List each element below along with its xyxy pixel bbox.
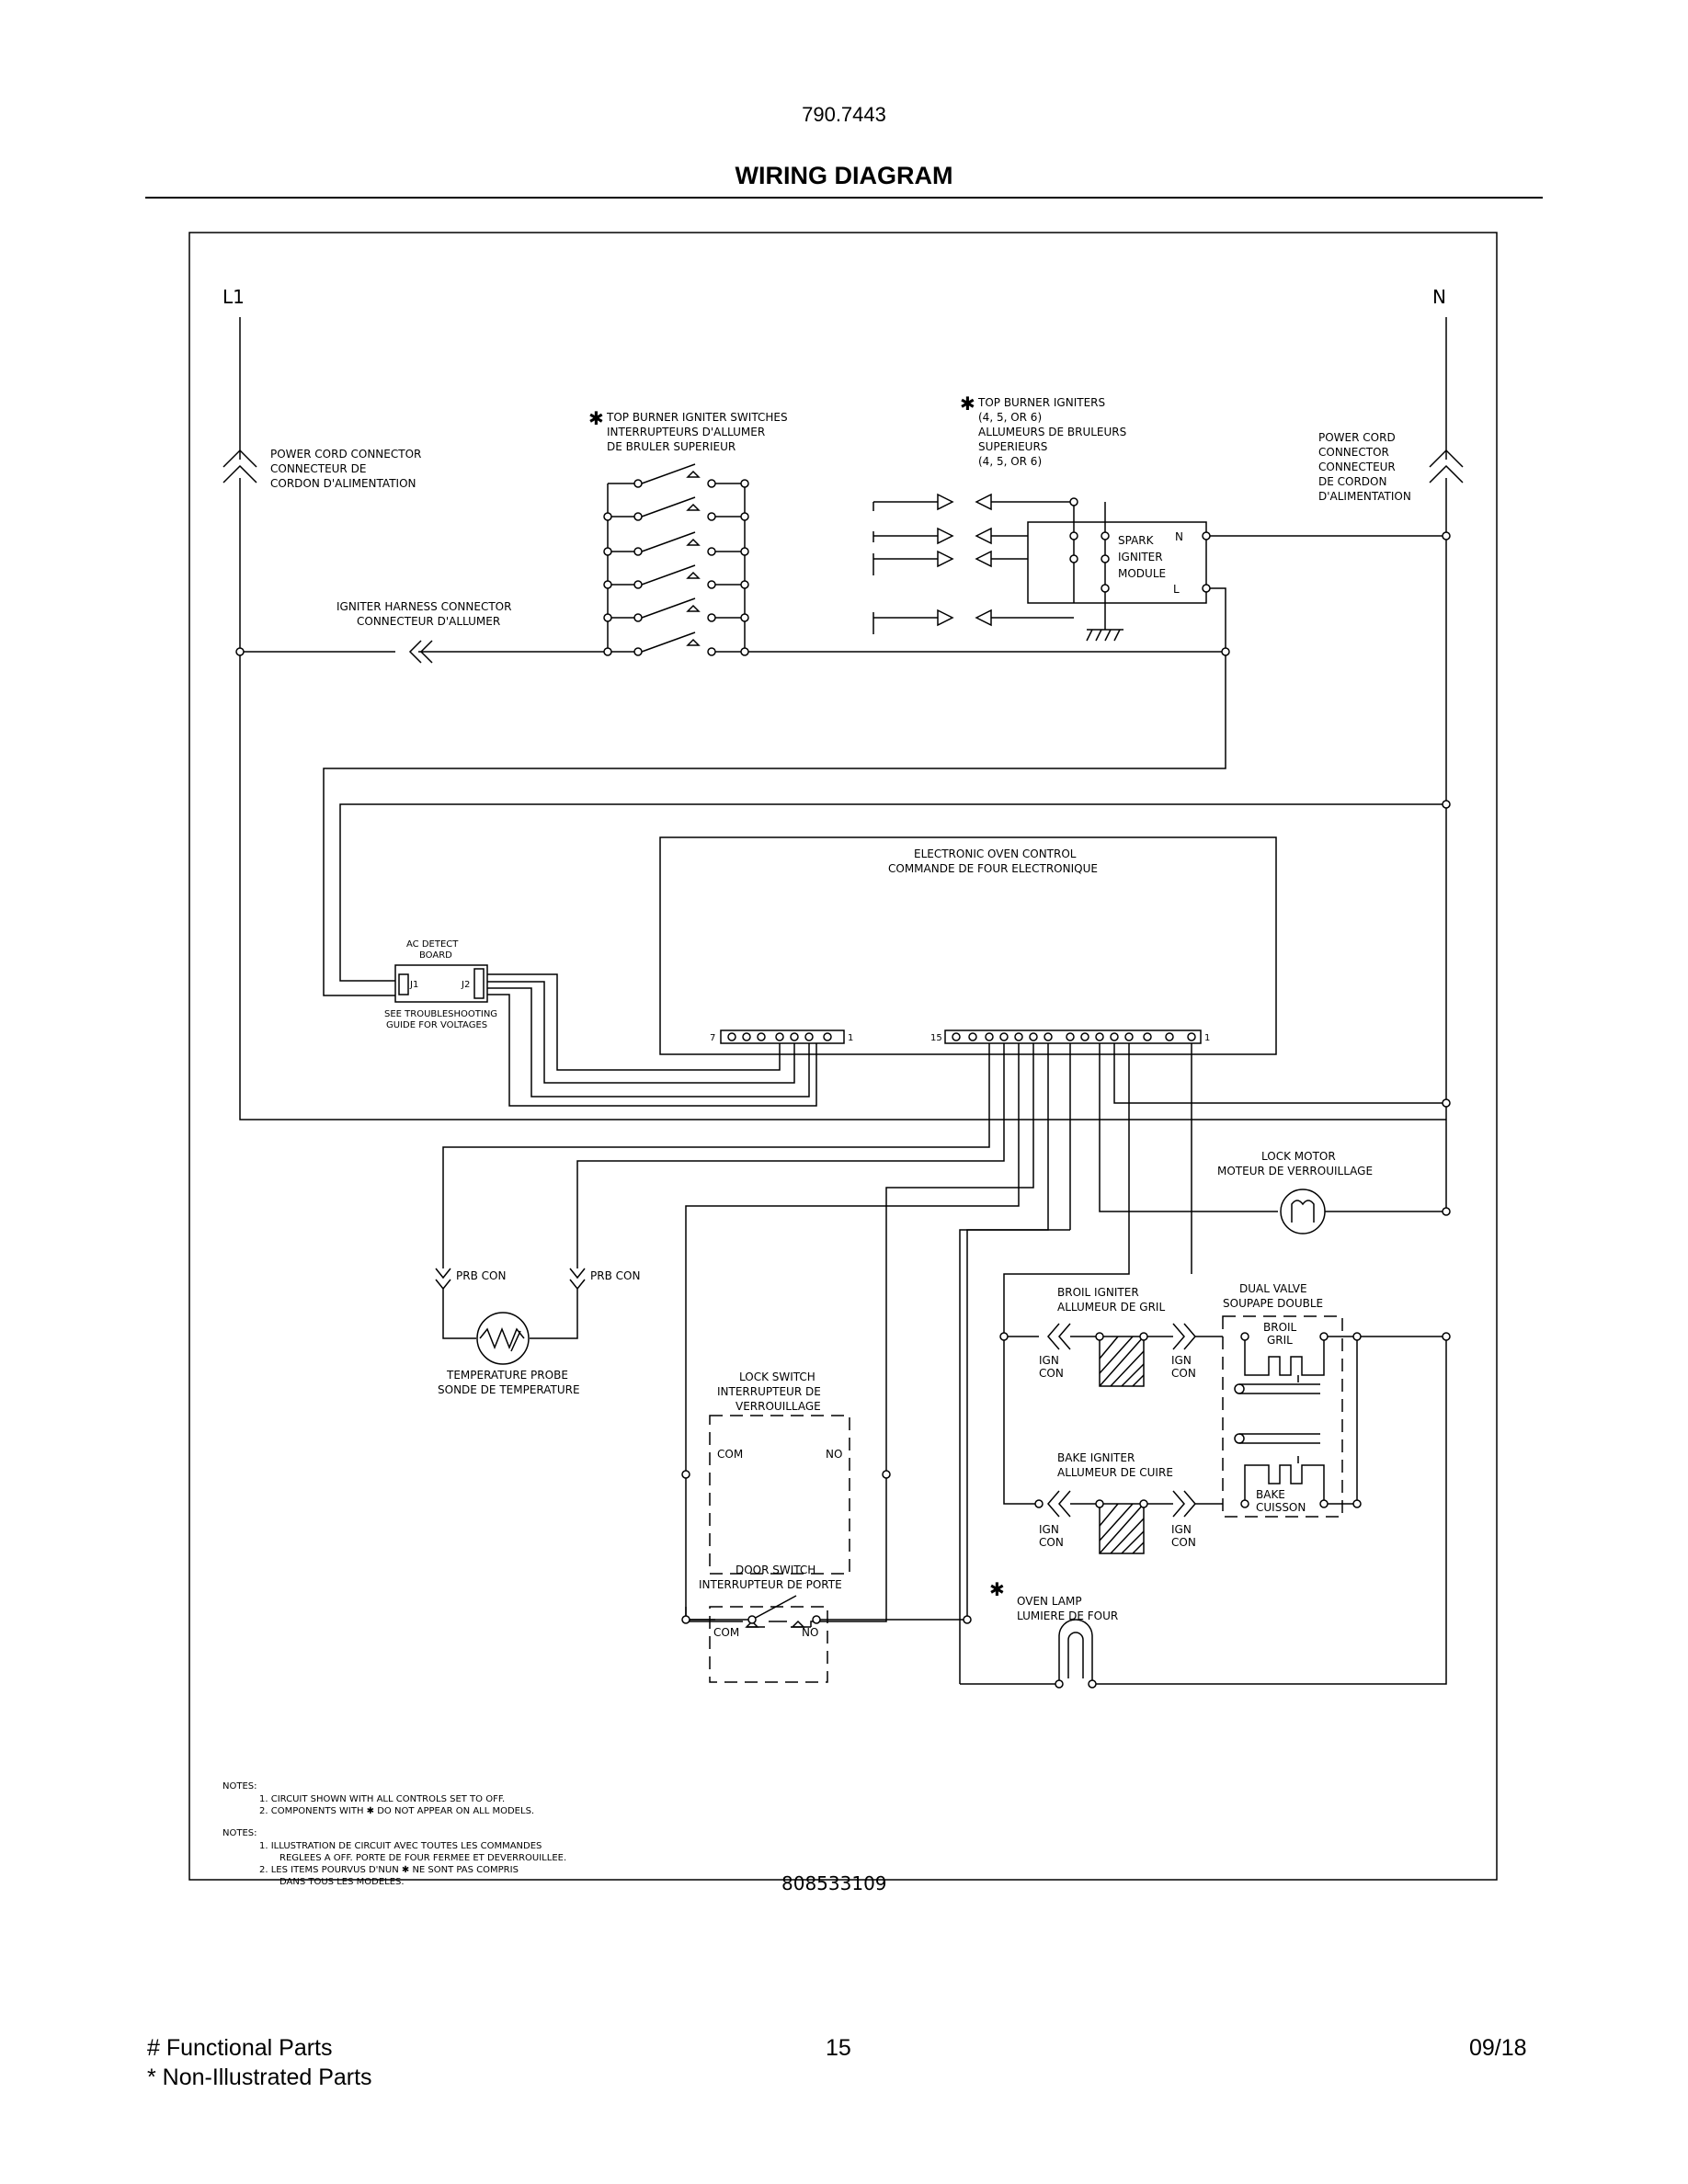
igniters-line2: (4, 5, OR 6) [978,411,1043,424]
broil-gril-line2: GRIL [1267,1334,1293,1347]
conn-a-right-label: 1 [848,1033,854,1043]
door-switch-blades [686,1474,886,1627]
l1-rail [240,317,1446,1120]
broil-igniter-line2: ALLUMEUR DE GRIL [1057,1301,1166,1314]
top-burner-igniters [873,495,1074,634]
igniters-line3: ALLUMEURS DE BRULEURS [978,426,1127,438]
neutral-return-wire [1114,1043,1446,1103]
bake-ign-con-left-line2: CON [1039,1536,1064,1549]
j2-connector [474,969,484,998]
return-wire [340,804,1446,981]
lock-switch [710,1416,850,1574]
ac-detect-line2: BOARD [419,950,452,961]
igniter-switches-line3: DE BRULER SUPERIEUR [607,440,736,453]
asterisk-oven-lamp: ✱ [989,1578,1005,1600]
spark-module-line3: MODULE [1118,567,1167,580]
j1-connector [399,974,408,995]
temp-probe-line2: SONDE DE TEMPERATURE [438,1383,580,1396]
prb-con-right [530,1268,585,1338]
l1-label: L1 [222,286,245,308]
power-cord-right-line5: D'ALIMENTATION [1318,490,1411,503]
lock-switch-no: NO [826,1448,843,1461]
harness-line1: IGNITER HARNESS CONNECTOR [336,600,512,613]
lock-switch-com: COM [717,1448,744,1461]
spark-module-line1: SPARK [1118,534,1154,547]
power-cord-left-line1: POWER CORD CONNECTOR [270,448,422,461]
igniters-line1: TOP BURNER IGNITERS [978,396,1106,409]
bake-cuisson-line2: CUISSON [1256,1501,1306,1514]
igniter-switches-line1: TOP BURNER IGNITER SWITCHES [607,411,788,424]
j1-label: J1 [410,980,419,990]
notes-fr-4: DANS TOUS LES MODELES. [279,1877,405,1887]
conn-a-left-label: 7 [710,1033,716,1043]
oven-lamp-line2: LUMIERE DE FOUR [1017,1610,1119,1622]
n-label: N [1432,286,1446,308]
door-switch [710,1607,827,1682]
bake-ign-con-right-line1: IGN [1171,1523,1192,1536]
valve-plungers [1239,1375,1320,1463]
spark-n-label: N [1175,530,1183,543]
notes-en-heading: NOTES: [222,1781,257,1792]
door-switch-line2: INTERRUPTEUR DE PORTE [699,1578,842,1591]
ac-detect-board [395,965,487,1002]
broil-igniter-hatch [1100,1337,1144,1386]
valve-plunger-pin-bottom [1235,1434,1244,1443]
page-title: WIRING DIAGRAM [735,162,953,189]
ac-note-line2: GUIDE FOR VOLTAGES [386,1020,488,1030]
lock-switch-line2: INTERRUPTEUR DE [717,1385,821,1398]
conn-b-right-label: 1 [1204,1033,1211,1043]
power-cord-right-line4: DE CORDON [1318,475,1387,488]
oven-lamp-line1: OVEN LAMP [1017,1595,1082,1608]
conn-b-left-label: 15 [930,1033,942,1043]
asterisk-switches: ✱ [588,407,604,429]
oven-lamp-wire-loop [960,1337,1446,1684]
notes-fr-1: 1. ILLUSTRATION DE CIRCUIT AVEC TOUTES LES COMMANDES [259,1841,542,1851]
spark-module-contacts [1074,502,1105,603]
temp-probe-line1: TEMPERATURE PROBE [447,1369,568,1382]
spark-l-label: L [1173,583,1180,596]
power-cord-right-line2: CONNECTOR [1318,446,1389,459]
model-number: 790.7443 [802,103,886,126]
bake-cuisson-line1: BAKE [1256,1488,1285,1501]
part-number: 808533109 [781,1872,887,1894]
bake-igniter-line1: BAKE IGNITER [1057,1451,1135,1464]
broil-igniter-line1: BROIL IGNITER [1057,1286,1139,1299]
oven-lamp-symbol [1059,1620,1092,1684]
prb-con-right-label: PRB CON [590,1269,641,1282]
lock-switch-wire-com [686,1043,1019,1620]
spark-l-wire [324,588,1226,995]
asterisk-igniters: ✱ [960,392,975,415]
ac-note-line1: SEE TROUBLESHOOTING [384,1009,498,1019]
temperature-probe [477,1313,529,1364]
ac-detect-line1: AC DETECT [406,939,459,950]
broil-ign-con-right [1144,1324,1223,1349]
notes-en-2: 2. COMPONENTS WITH ✱ DO NOT APPEAR ON ALL MODELS. [259,1806,535,1816]
thermistor-symbol [480,1329,524,1351]
footer-functional-parts: # Functional Parts [147,2035,333,2061]
notes-fr-3: 2. LES ITEMS POURVUS D'NUN ✱ NE SONT PAS COMPRIS [259,1865,519,1875]
igniter-switch-bank [608,464,745,652]
bake-ign-con-left-line1: IGN [1039,1523,1059,1536]
igniter-switches-line2: INTERRUPTEURS D'ALLUMER [607,426,766,438]
broil-gril-line1: BROIL [1263,1321,1297,1334]
bake-ign-con-right-line2: CON [1171,1536,1196,1549]
notes-fr-heading: NOTES: [222,1828,257,1838]
lock-switch-line3: VERROUILLAGE [736,1400,821,1413]
notes-en-1: 1. CIRCUIT SHOWN WITH ALL CONTROLS SET TO OFF. [259,1794,506,1804]
door-switch-line1: DOOR SWITCH [736,1564,816,1576]
dual-valve-line1: DUAL VALVE [1239,1282,1307,1295]
control-line1: ELECTRONIC OVEN CONTROL [914,847,1077,860]
probe-wire-left [443,1043,989,1268]
notes-fr-2: REGLEES A OFF. PORTE DE FOUR FERMEE ET DEVERROUILLEE. [279,1853,567,1863]
control-line2: COMMANDE DE FOUR ELECTRONIQUE [888,862,1098,875]
footer-page-number: 15 [826,2035,851,2061]
prb-con-left-label: PRB CON [456,1269,507,1282]
broil-ign-con-left-line1: IGN [1039,1354,1059,1367]
harness-line2: CONNECTEUR D'ALLUMER [357,615,501,628]
broil-ign-con-right-line1: IGN [1171,1354,1192,1367]
valve-plunger-pin-top [1235,1384,1244,1393]
power-cord-left-line2: CONNECTEUR DE [270,462,367,475]
broil-ign-con-right-line2: CON [1171,1367,1196,1380]
door-switch-com: COM [713,1626,740,1639]
footer-date: 09/18 [1469,2035,1527,2061]
power-cord-left-line3: CORDON D'ALIMENTATION [270,477,416,490]
probe-wire-right [577,1043,1004,1268]
spark-module-ground [1087,603,1123,641]
lock-switch-line1: LOCK SWITCH [739,1371,815,1383]
broil-ign-con-left [1048,1324,1100,1349]
footer-non-illustrated: * Non-Illustrated Parts [147,2065,372,2090]
igniters-line5: (4, 5, OR 6) [978,455,1043,468]
lock-motor-line1: LOCK MOTOR [1261,1150,1336,1163]
dual-valve-line2: SOUPAPE DOUBLE [1223,1297,1324,1310]
ac-detect-wires [487,974,816,1106]
power-cord-right-line1: POWER CORD [1318,431,1396,444]
power-cord-right-line3: CONNECTEUR [1318,461,1396,473]
bake-igniter-hatch [1100,1504,1144,1553]
j2-label: J2 [462,980,471,990]
bake-igniter-line2: ALLUMEUR DE CUIRE [1057,1466,1173,1479]
igniters-line4: SUPERIEURS [978,440,1048,453]
broil-ign-con-left-line2: CON [1039,1367,1064,1380]
lock-motor-wire [1100,1043,1278,1211]
spark-module-line2: IGNITER [1118,551,1163,563]
lock-motor-line2: MOTEUR DE VERROUILLAGE [1217,1165,1374,1177]
lock-motor-symbol [1292,1200,1314,1223]
door-switch-no: NO [802,1626,819,1639]
bake-ign-con-right [1144,1491,1223,1517]
lock-motor [1281,1189,1325,1234]
